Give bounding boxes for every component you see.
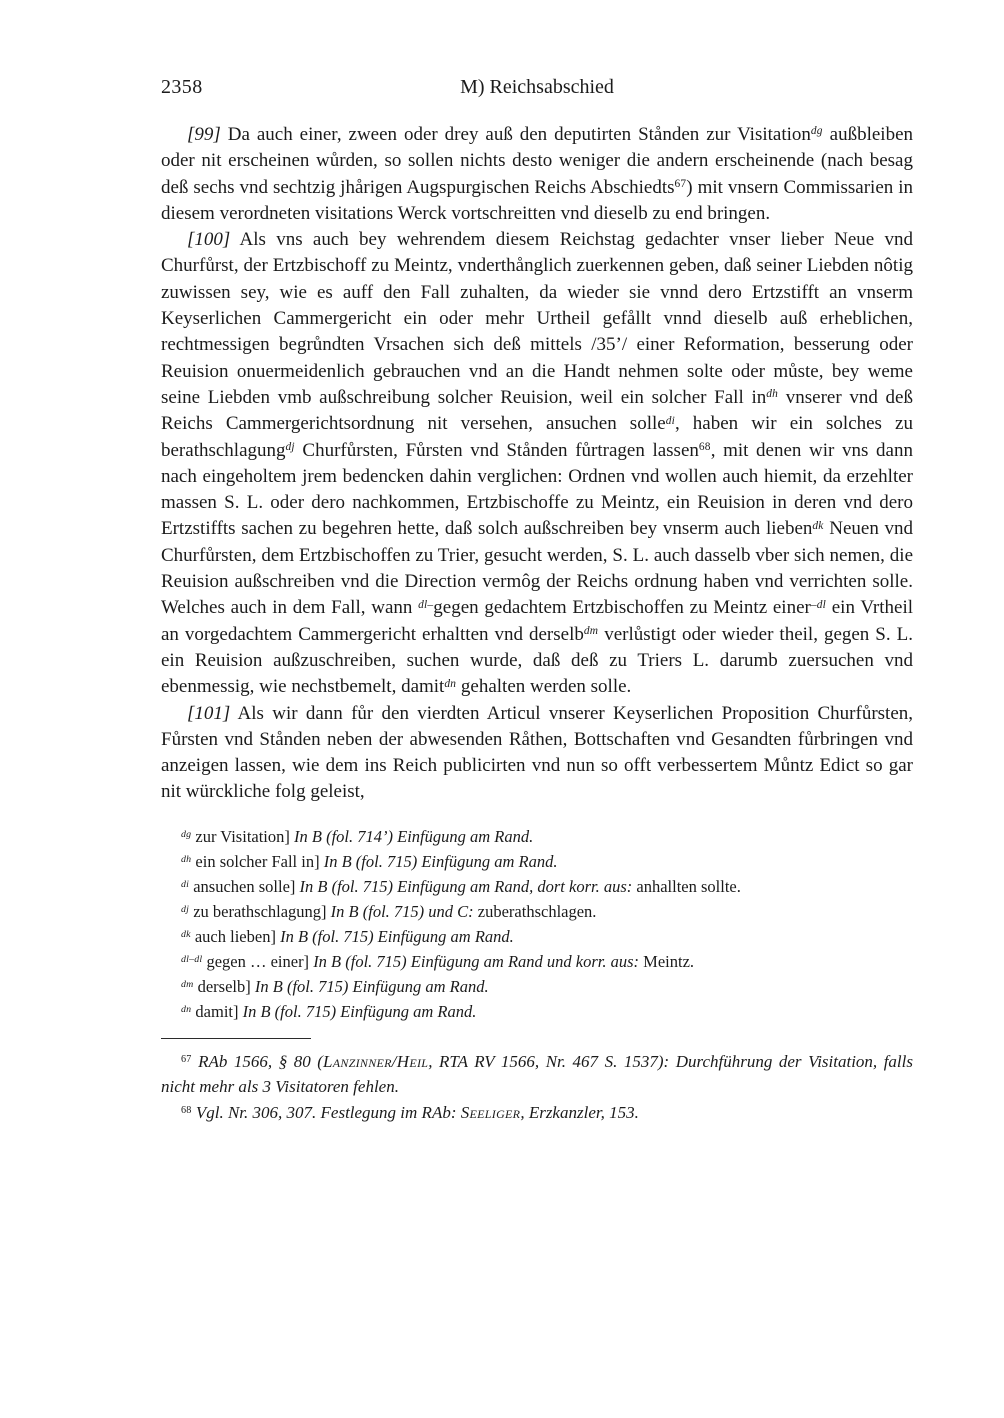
text-block (161, 76, 913, 1125)
apparatus-entry-dm: $^{dm}$ derselb] In B (fol. 715) Einfügung am Rand. (181, 976, 489, 996)
apparatus-entry-dh: $^{dh}$ ein solcher Fall in] In B (fol. 715) Einfügung am Rand. (181, 851, 558, 871)
paragraph-99: [99] Da auch einer, zween oder drey auß den deputirten Stånden zur Visitation$^{dg}$ außbleiben oder nit erscheinen wůrden, so sollen nichts desto weniger die andern erscheinende (nach besag deß sechs vnd sechtzig jhårigen Augspurgischen Reichs Abschiedts$^{67}$) mit vnsern Commissarien in diesem verordneten visitations Werck vortschreitten vnd dieselb zu end bringen. (161, 124, 913, 224)
main-text (161, 122, 913, 806)
apparatus-entry-dn: $^{dn}$ damit] In B (fol. 715) Einfügung am Rand. (181, 1001, 477, 1021)
running-title: M) Reichsabschied (460, 76, 614, 98)
apparatus-entry-dl: $^{dl-dl}$ gegen … einer] In B (fol. 715) Einfügung am Rand und korr. aus: Meintz. (181, 951, 695, 971)
footnote-68: $^{68}$ Vgl. Nr. 306, 307. Festlegung im RAb: Seeliger, Erzkanzler, 153. (181, 1102, 639, 1122)
paragraph-100: [100] Als vns auch bey wehrendem diesem Reichstag gedachter vnser lieber Neue vnd Churfůrst, der Ertzbischoff zu Meintz, vnderthånglich zuerkennen geben, daß seiner Liebden nôtig zuwissen sey, wie es auff den Fall zuhalten, da wieder sie vnnd dero Ertzstifft an vnserm Keyserlichen Cammergericht ein oder mehr Urtheil gefållt vnnd dieselb auß erheblichen, rechtmessigen begrůndten Vrsachen sich deß mittels /35’/ einer Reformation, besserung oder Reuision onuermeidenlich gebrauchen vnd an die Handt nehmen solte oder můste, bey weme seine Liebden vmb außschreibung solcher Reuision, weil ein solcher Fall $in^{dh}$ vnserer vnd deß Reichs Cammergerichtsordnung nit versehen, ansuchen solle$^{di}$, haben wir ein solches zu berathschlagung$^{dj}$ Churfůrsten, Fůrsten vnd Stånden fůrtragen lassen$^{68}$, mit denen wir vns dann nach eingeholtem jrem bedencken dahin verglichen: Ordnen vnd wollen auch hiemit, da erzehlter massen S. L. oder dero nachkommen, Ertzbischoffe zu Meintz, ein Reuision in deren vnd dero Ertzstiffts sachen zu begehren hette, daß solch außschreiben bey vnserm auch lieben$^{dk}$ Neuen vnd Churfůrsten, dem Ertzbischoffen zu Trier, gesucht werden, S. L. auch dasselb vber sich nemen, die Reuision außschreiben vnd die Direction vermôg der Reichs ordnung haben vnd verrichten solle. Welches auch in dem Fall, wann $^{dl-}$gegen gedachtem Ertzbischoffen zu Meintz einer$^{-dl}$ ein Vrtheil an vorgedachtem Cammergericht erhaltten vnd derselb$^{dm}$ verlůstigt oder wieder theil, gegen S. L. ein Reuision außzuschreiben, suchen wurde, daß deß zu Triers L. darumb zuersuchen vnd ebenmessig, wie nechstbemelt, damit$^{dn}$ gehalten werden solle. (161, 229, 914, 698)
apparatus-entry-di: $^{di}$ ansuchen solle] In B (fol. 715) Einfügung am Rand, dort korr. aus: anhallten sollte. (181, 876, 741, 896)
page-number: 2358 (161, 76, 203, 98)
critical-apparatus (161, 824, 913, 1024)
running-header (161, 76, 913, 106)
footnotes (161, 1049, 913, 1126)
footnote-separator (161, 1038, 311, 1039)
apparatus-entry-dj: $^{dj}$ zu berathschlagung] In B (fol. 715) und C: zuberathschlagen. (181, 901, 597, 921)
footnote-67: $^{67}$ RAb 1566, § 80 (Lanzinner/Heil, RTA RV 1566, Nr. 467 S. 1537): Durchführung der Visitation, falls nicht mehr als 3 Visitatoren fehlen. (161, 1051, 913, 1097)
paragraph-101: [101] Als wir dann fůr den vierdten Articul vnserer Keyserlichen Proposition Churfůrsten, Fůrsten vnd Stånden neben der abwesenden Råthen, Bottschaften vnd Gesandten fůrbringen vnd anzeigen lassen, wie dem ins Reich publicirten vnd nun so offt verbessertem Můntz Edict so gar nit würckliche folg geleist, (161, 702, 913, 803)
apparatus-entry-dk: $^{dk}$ auch lieben] In B (fol. 715) Einfügung am Rand. (181, 926, 514, 946)
apparatus-entry-dg: $^{dg}$ zur Visitation] In B (fol. 714’) Einfügung am Rand. (181, 826, 534, 846)
